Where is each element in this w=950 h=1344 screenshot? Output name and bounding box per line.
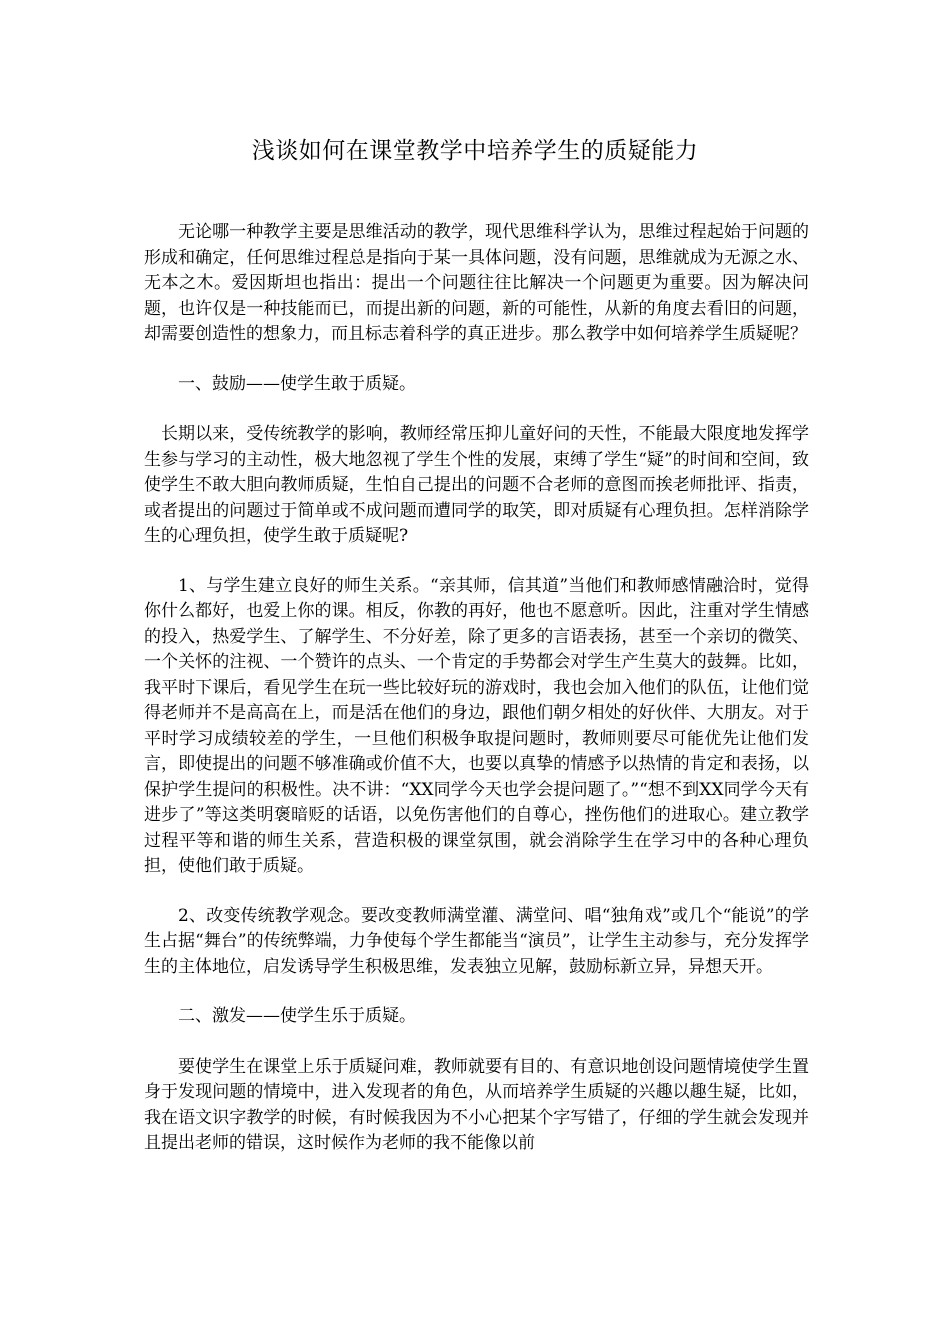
document-title: 浅谈如何在课堂教学中培养学生的质疑能力 bbox=[251, 138, 699, 164]
paragraph-point-1: 1、与学生建立良好的师生关系。“亲其师，信其道”当他们和教师感情融洽时，觉得你什么都好，也爱上你的课。相反，你教的再好，他也不愿意听。因此，注重对学生情感的投入，热爱学生、了解学生、不分好差，除了更多的言语表扬，甚至一个亲切的微笑、一个关怀的注视、一个赞许的点头、一个肯定的手势都会对学生产生莫大的鼓舞。比如，我平时下课后，看见学生在玩一些比较好玩的游戏时，我也会加入他们的队伍，让他们觉得老师并不是高高在上，而是活在他们的身边，跟他们朝夕相处的好伙伴、大朋友。对于平时学习成绩较差的学生，一旦他们积极争取提问题时，教师则要尽可能优先让他们发言，即使提出的问题不够准确或价值不大，也要以真挚的情感予以热情的肯定和表扬，以保护学生提问的积极性。决不讲：“XX同学今天也学会提问题了。”“想不到XX同学今天有进步了”等这类明褒暗贬的话语，以免伤害他们的自尊心，挫伤他们的进取心。建立教学过程平等和谐的师生关系，营造积极的课堂氛围，就会消除学生在学习中的各种心理负担，使他们敢于质疑。 bbox=[144, 575, 809, 876]
paragraph-section-2: 要使学生在课堂上乐于质疑问难，教师就要有目的、有意识地创设问题情境使学生置身于发现问题的情境中，进入发现者的角色，从而培养学生质疑的兴趣以趣生疑，比如，我在语文识字教学的时候，有时候我因为不小心把某个字写错了，仔细的学生就会发现并且提出老师的错误，这时候作为老师的我不能像以前 bbox=[144, 1056, 809, 1153]
paragraph-point-2: 2、改变传统教学观念。要改变教师满堂灌、满堂问、唱“独角戏”或几个“能说”的学生占据“舞台”的传统弊端，力争使每个学生都能当“演员”，让学生主动参与，充分发挥学生的主体地位，启发诱导学生积极思维，发表独立见解，鼓励标新立异，异想天开。 bbox=[144, 905, 809, 977]
paragraph-intro: 无论哪一种教学主要是思维活动的教学，现代思维科学认为，思维过程起始于问题的形成和确定，任何思维过程总是指向于某一具体问题，没有问题，思维就成为无源之水、无本之木。爱因斯坦也指出：提出一个问题往往比解决一个问题更为重要。因为解决问题，也许仅是一种技能而已，而提出新的问题，新的可能性，从新的角度去看旧的问题，却需要创造性的想象力，而且标志着科学的真正进步。那么教学中如何培养学生质疑呢？ bbox=[144, 222, 809, 344]
document-body bbox=[144, 220, 809, 1181]
section-heading-2: 二、激发——使学生乐于质疑。 bbox=[178, 1006, 416, 1026]
paragraph-background: 长期以来，受传统教学的影响，教师经常压抑儿童好问的天性，不能最大限度地发挥学生参与学习的主动性，极大地忽视了学生个性的发展，束缚了学生“疑”的时间和空间，致使学生不敢大胆向教师质疑，生怕自己提出的问题不合老师的意图而挨老师批评、指责，或者提出的问题过于简单或不成问题而遭同学的取笑，即对质疑有心理负担。怎样消除学生的心理负担，使学生敢于质疑呢? bbox=[144, 424, 809, 546]
section-heading-1: 一、鼓励——使学生敢于质疑。 bbox=[178, 373, 416, 394]
